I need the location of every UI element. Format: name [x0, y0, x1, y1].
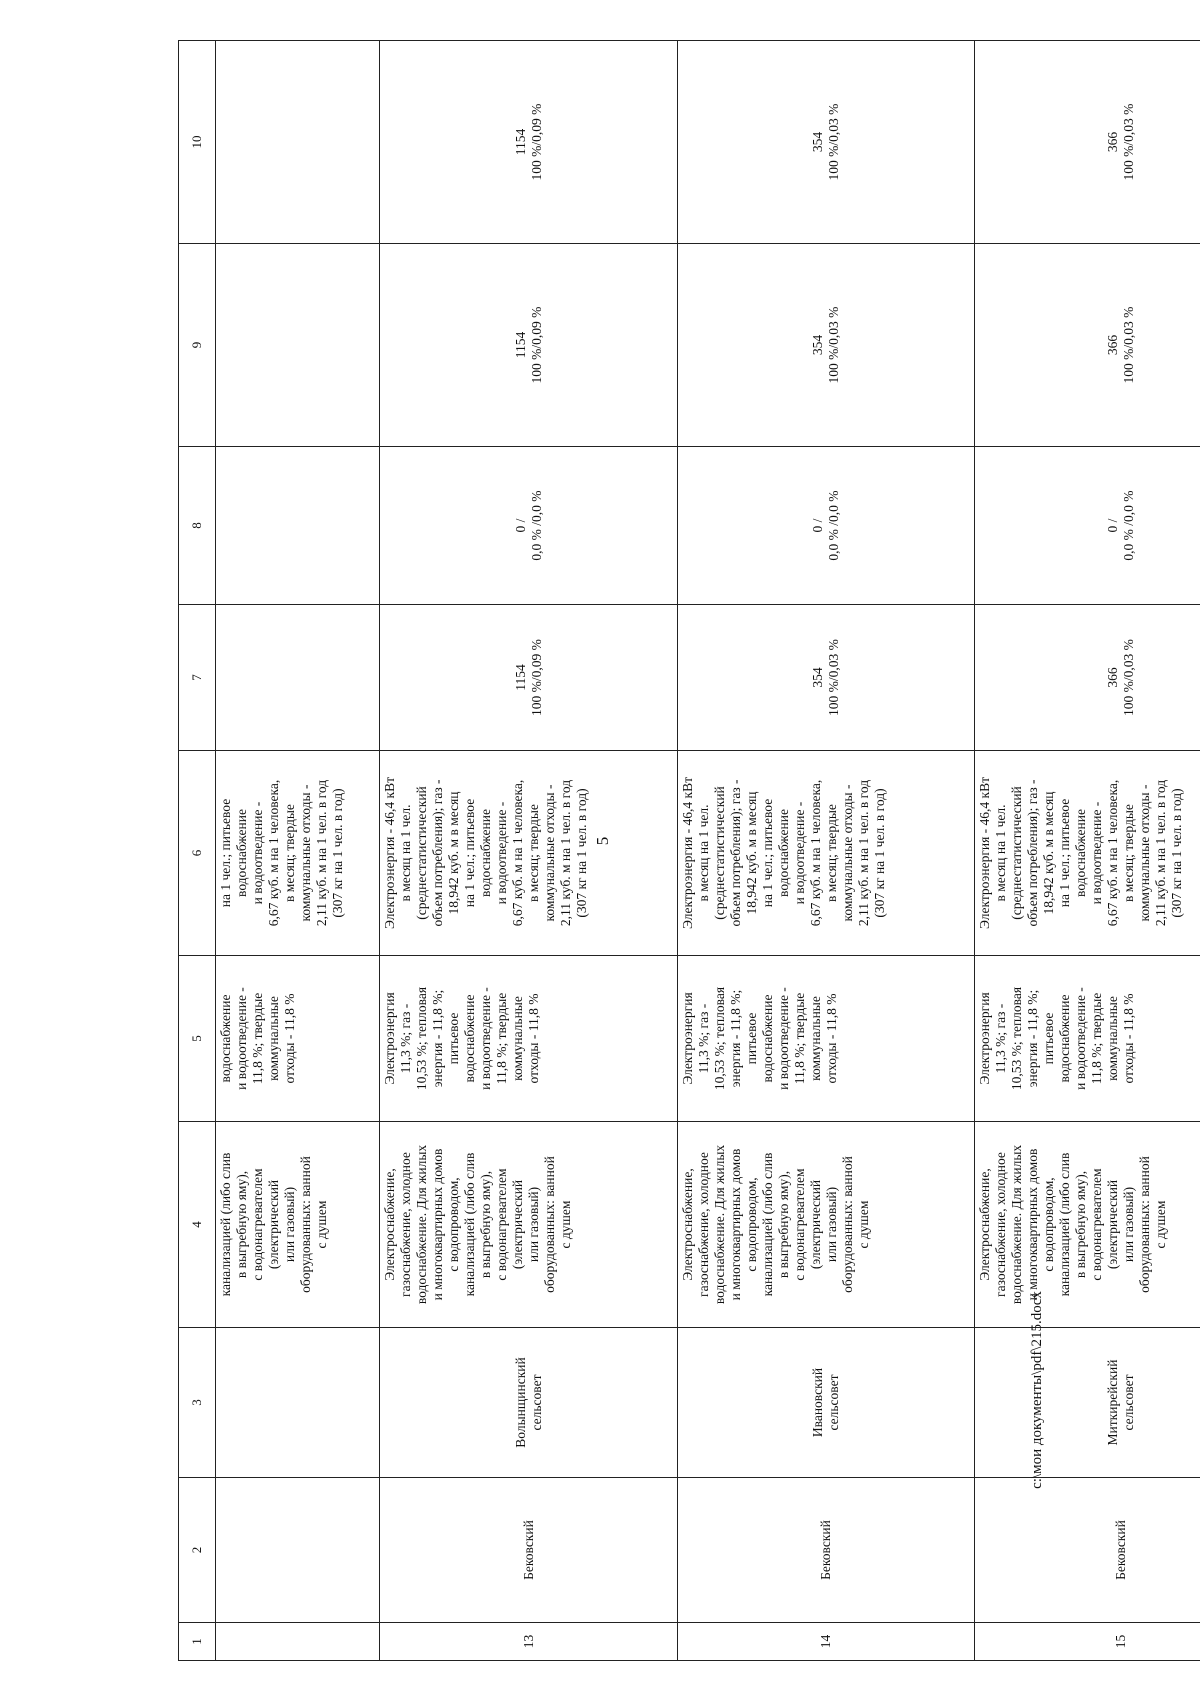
row-number-cell: 13: [380, 1623, 678, 1661]
council-cell: Миткирейский сельсовет: [974, 1328, 1200, 1478]
header-cell: 2: [179, 1478, 216, 1623]
row-number-cell: [215, 1623, 380, 1661]
district-cell: [215, 1478, 380, 1623]
population-cell: 0 / 0,0 % /0,0 %: [678, 447, 975, 605]
header-cell: 9: [179, 244, 216, 447]
header-cell: 3: [179, 1328, 216, 1478]
consumption-cell: Электроэнергия - 46,4 кВт в месяц на 1 чел. (среднестатистический объем потребления); газ - 18,942 куб. м в месяц на 1 чел.; питьевое водоснабжение и водоотведение - 6,67 куб. м на 1 человека, в месяц; твердые коммунальные отходы - 2,11 куб. м на 1 чел. в год (307 кг на 1 чел. в год): [380, 751, 678, 956]
services-cell: Электроснабжение, газоснабжение, холодное водоснабжение. Для жилых и многоквартирных домов с водопроводом, канализацией (либо слив в выгребную яму), с водонагревателем (электрический или газовый) оборудованных: ванной с душем: [678, 1122, 975, 1328]
tariff-growth-cell: водоснабжение и водоотведение - 11,8 %; твердые коммунальные отходы - 11,8 %: [215, 956, 380, 1122]
tariff-growth-cell: Электроэнергия 11,3 %; газ - 10,53 %; тепловая энергия - 11,8 %; питьевое водоснабжение и водоотведение - 11,8 %; твердые коммунальные отходы - 11,8 %: [974, 956, 1200, 1122]
council-cell: Ивановский сельсовет: [678, 1328, 975, 1478]
population-cell: 354 100 %/0,03 %: [678, 605, 975, 751]
header-cell: 10: [179, 41, 216, 244]
council-cell: [215, 1328, 380, 1478]
population-cell: 0 / 0,0 % /0,0 %: [380, 447, 678, 605]
table-row: [678, 41, 975, 1661]
services-cell: Электроснабжение, газоснабжение, холодное водоснабжение. Для жилых и многоквартирных домов с водопроводом, канализацией (либо слив в выгребную яму), с водонагревателем (электрический или газовый) оборудованных: ванной с душем: [974, 1122, 1200, 1328]
district-cell: Бековский: [380, 1478, 678, 1623]
population-cell: 366 100 %/0,03 %: [974, 244, 1200, 447]
table-row: [974, 41, 1200, 1661]
header-cell: 7: [179, 605, 216, 751]
header-row: [179, 41, 216, 1661]
header-cell: 5: [179, 956, 216, 1122]
district-cell: Бековский: [974, 1478, 1200, 1623]
population-cell: 1154 100 %/0,09 %: [380, 41, 678, 244]
council-cell: Волынщинский сельсовет: [380, 1328, 678, 1478]
services-cell: канализацией (либо слив в выгребную яму), с водонагревателем (электрический или газовый) оборудованных: ванной с душем: [215, 1122, 380, 1328]
header-cell: 1: [179, 1623, 216, 1661]
population-cell: 354 100 %/0,03 %: [678, 244, 975, 447]
district-cell: Бековский: [678, 1478, 975, 1623]
population-cell: [215, 244, 380, 447]
consumption-cell: Электроэнергия - 46,4 кВт в месяц на 1 чел. (среднестатистический объем потребления); газ - 18,942 куб. м в месяц на 1 чел.; питьевое водоснабжение и водоотведение - 6,67 куб. м на 1 человека, в месяц; твердые коммунальные отходы - 2,11 куб. м на 1 чел. в год (307 кг на 1 чел. в год): [974, 751, 1200, 956]
consumption-cell: на 1 чел.; питьевое водоснабжение и водоотведение - 6,67 куб. м на 1 человека, в месяц; твердые коммунальные отходы - 2,11 куб. м на 1 чел. в год (307 кг на 1 чел. в год): [215, 751, 380, 956]
population-cell: [215, 605, 380, 751]
page-number: 5: [593, 836, 612, 846]
population-cell: 1154 100 %/0,09 %: [380, 605, 678, 751]
row-number-cell: 14: [678, 1623, 975, 1661]
header-cell: 4: [179, 1122, 216, 1328]
header-cell: 8: [179, 447, 216, 605]
table-row: [215, 41, 380, 1661]
consumption-cell: Электроэнергия - 46,4 кВт в месяц на 1 чел. (среднестатистический объем потребления); газ - 18,942 куб. м в месяц на 1 чел.; питьевое водоснабжение и водоотведение - 6,67 куб. м на 1 человека, в месяц; твердые коммунальные отходы - 2,11 куб. м на 1 чел. в год (307 кг на 1 чел. в год): [678, 751, 975, 956]
population-cell: 1154 100 %/0,09 %: [380, 244, 678, 447]
table-row: [380, 41, 678, 1661]
population-cell: [215, 41, 380, 244]
population-cell: 366 100 %/0,03 %: [974, 605, 1200, 751]
population-cell: 0 / 0,0 % /0,0 %: [974, 447, 1200, 605]
row-number-cell: 15: [974, 1623, 1200, 1661]
tariff-growth-cell: Электроэнергия 11,3 %; газ - 10,53 %; тепловая энергия - 11,8 %; питьевое водоснабжение и водоотведение - 11,8 %; твердые коммунальные отходы - 11,8 %: [678, 956, 975, 1122]
population-cell: [215, 447, 380, 605]
services-cell: Электроснабжение, газоснабжение, холодное водоснабжение. Для жилых и многоквартирных домов с водопроводом, канализацией (либо слив в выгребную яму), с водонагревателем (электрический или газовый) оборудованных: ванной с душем: [380, 1122, 678, 1328]
footer-file-path: c:\мои документы\pdf\215.docx: [1029, 1291, 1045, 1489]
header-cell: 6: [179, 751, 216, 956]
tariff-growth-cell: Электроэнергия 11,3 %; газ - 10,53 %; тепловая энергия - 11,8 %; питьевое водоснабжение и водоотведение - 11,8 %; твердые коммунальные отходы - 11,8 %: [380, 956, 678, 1122]
population-cell: 354 100 %/0,03 %: [678, 41, 975, 244]
population-cell: 366 100 %/0,03 %: [974, 41, 1200, 244]
